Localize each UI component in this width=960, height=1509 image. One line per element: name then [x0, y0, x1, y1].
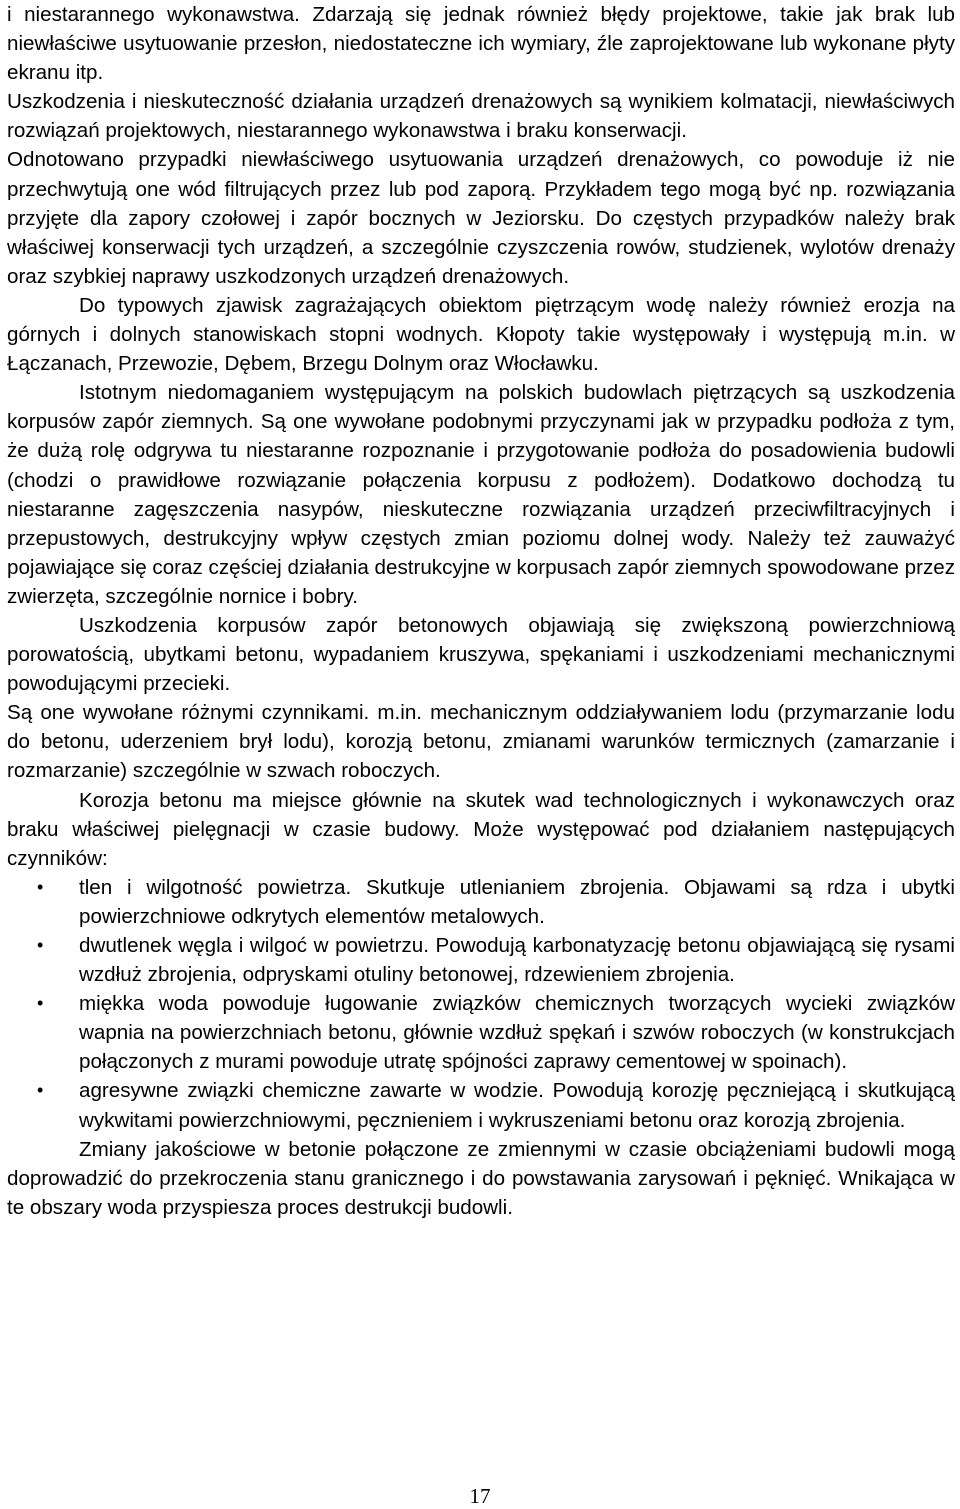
paragraph-continuation: i niestarannego wykonawstwa. Zdarzają się jednak również błędy projektowe, takie jak brak lub niewłaściwe usytuowanie przesłon, niedostateczne ich wymiary, źle zaprojektowane lub wykonane płyty ekranu itp.	[7, 3, 955, 85]
paragraph-concrete-dams: Uszkodzenia korpusów zapór betonowych objawiają się zwiększoną powierzchniową porowatością, ubytkami betonu, wypadaniem kruszywa, spękaniami i uszkodzeniami mechanicznymi powodującymi przecieki.	[7, 613, 955, 696]
paragraph-corrosion: Korozja betonu ma miejsce głównie na skutek wad technologicznych i wykonawczych oraz braku właściwej pielęgnacji w czasie budowy. Może występować pod działaniem następujących czynników:	[7, 788, 955, 870]
paragraph-drainage-location: Odnotowano przypadki niewłaściwego usytuowania urządzeń drenażowych, co powoduje iż nie przechwytują one wód filtrujących przez lub pod zaporą. Przykładem tego mogą być np. rozwiązania przyjęte dla zapory czołowej i zapór bocznych w Jeziorsku. Do częstych przypadków należy brak właściwej konserwacji tych urządzeń, a szczególnie czyszczenia rowów, studzienek, wylotów drenaży oraz szybkiej naprawy uszkodzonych urządzeń drenażowych.	[7, 148, 955, 288]
list-item-text: agresywne związki chemiczne zawarte w wodzie. Powodują korozję pęczniejącą i skutkującą wykwitami powierzchniowymi, pęcznieniem i wykruszeniami betonu oraz korozją zbrojenia.	[79, 1079, 955, 1132]
bullet-icon: •	[37, 1080, 44, 1101]
page-number: 17	[469, 1484, 491, 1508]
paragraph-causes: Są one wywołane różnymi czynnikami. m.in. mechanicznym oddziaływaniem lodu (przymarzanie lodu do betonu, uderzeniem brył lodu), korozją betonu, zmianami warunków termicznych (zamarzanie i rozmarzanie) szczególnie w szwach roboczych.	[7, 701, 955, 783]
paragraph-drainage-damage: Uszkodzenia i nieskuteczność działania urządzeń drenażowych są wynikiem kolmatacji, niewłaściwych rozwiązań projektowych, niestarannego wykonawstwa i braku konserwacji.	[7, 90, 955, 143]
bullet-icon: •	[37, 935, 44, 955]
paragraph-earth-dams: Istotnym niedomaganiem występującym na polskich budowlach piętrzących są uszkodzenia korpusów zapór ziemnych. Są one wywołane podobnymi przyczynami jak w przypadku podłoża z tym, że dużą rolę odgrywa tu niestaranne rozpoznanie i przygotowanie podłoża do posadowienia budowli (chodzi o prawidłowe rozwiązanie połączenia korpusu z podłożem). Dodatkowo dochodzą tu niestaranne zagęszczenia nasypów, nieskuteczne rozwiązania urządzeń przeciwfiltracyjnych i przepustowych, destrukcyjny wpływ częstych zmian poziomu dolnej wody. Należy też zauważyć pojawiające się coraz częściej działania destrukcyjne w korpusach zapór ziemnych spowodowane przez zwierzęta, szczególnie nornice i bobry.	[7, 381, 955, 608]
list-item	[7, 873, 955, 931]
bullet-icon: •	[37, 876, 44, 897]
paragraph-erosion: Do typowych zjawisk zagrażających obiektom piętrzącym wodę należy również erozja na górnych i dolnych stanowiskach stopni wodnych. Kłopoty takie występowały i występują m.in. w Łączanach, Przewozie, Dębem, Brzegu Dolnym oraz Włocławku.	[7, 293, 955, 376]
document-page	[7, 0, 955, 1222]
bullet-icon: •	[37, 993, 44, 1014]
list-item-text: dwutlenek węgla i wilgoć w powietrzu. Powodują karbonatyzację betonu objawiającą się rysami wzdłuż zbrojenia, odpryskami otuliny betonowej, rdzewieniem zbrojenia.	[79, 934, 955, 987]
list-item-text: miękka woda powoduje ługowanie związków chemicznych tworzących wycieki związków wapnia na powierzchniach betonu, głównie wzdłuż spękań i szwów roboczych (w konstrukcjach połączonych z murami powoduje utratę spójności zaprawy cementowej w spoinach).	[79, 992, 955, 1074]
list-item	[7, 989, 955, 1076]
paragraph-qualitative-changes: Zmiany jakościowe w betonie połączone ze zmiennymi w czasie obciążeniami budowli mogą doprowadzić do przekroczenia stanu granicznego i do powstawania zarysowań i pęknięć. Wnikająca w te obszary woda przyspiesza proces destrukcji budowli.	[7, 1137, 955, 1219]
corrosion-factors-list	[7, 873, 955, 1135]
list-item	[7, 1076, 955, 1134]
list-item-text: tlen i wilgotność powietrza. Skutkuje utlenianiem zbrojenia. Objawami są rdza i ubytki powierzchniowe odkrytych elementów metalowych.	[79, 875, 955, 928]
list-item	[7, 931, 955, 989]
